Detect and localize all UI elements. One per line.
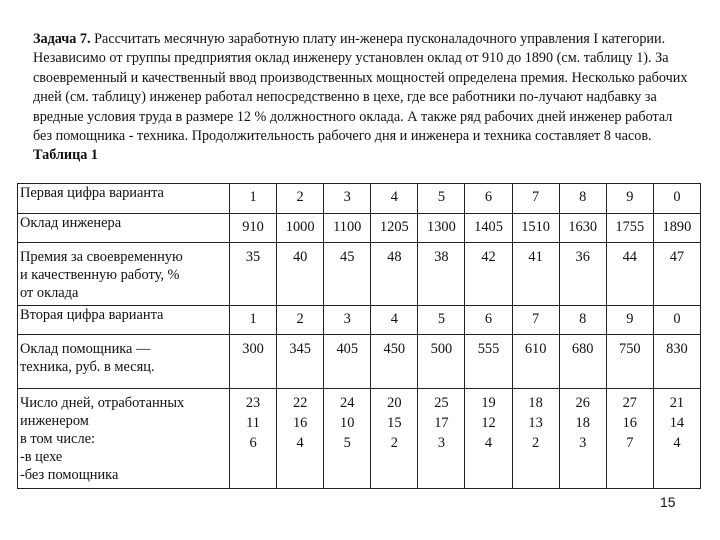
table-cell: 1000 [277,214,324,243]
task-body: Рассчитать месячную заработную плату ин-женера пусконаладочного управления I категории. Независимо от группы предприятия оклад инженеру установлен оклад от 910 до 1890 (см. таблицу 1). За своевременный и качественный ввод производственных мощностей определена премия. Несколько рабочих дней (см. таблицу) инженер работал непосредственно в цехе, где все работники по-лучают надбавку за вредные условия труда в размере 12 % должностного оклада. А также ряд рабочих дней инженер работал без помощника - техника. Продолжительность рабочего дня и инженера и техника составляет 8 часов. [33,31,688,145]
table-cell [606,389,653,489]
table-cell: 41 [512,243,559,306]
table-cell: 40 [277,243,324,306]
table-cell: 1205 [371,214,418,243]
table-cell: 8 [559,306,606,335]
days-workshop: 10 [340,415,355,431]
table-row [18,214,701,243]
days-workshop: 18 [575,415,590,431]
row-label [18,243,230,306]
days-no-assistant: 2 [532,435,540,451]
row-label: Первая цифра варианта [18,184,230,214]
days-no-assistant: 3 [437,435,446,451]
row-label [18,335,230,389]
days-total: 21 [669,395,685,411]
row-label-line: в том числе: [20,431,96,447]
row-label: Оклад инженера [18,214,230,243]
row-label-line: Премия за своевременную [20,249,183,265]
task-title: Задача 7. [33,31,91,47]
table-cell: 6 [465,184,512,214]
days-total: 26 [575,395,590,411]
row-label-line: -в цехе [20,449,63,465]
table-row [18,389,701,489]
table-cell [230,389,277,489]
table-cell: 35 [230,243,277,306]
table-cell: 8 [559,184,606,214]
table-cell: 48 [371,243,418,306]
table-cell: 44 [606,243,653,306]
table-cell: 4 [371,184,418,214]
table-cell: 830 [653,335,700,389]
table-cell [465,389,512,489]
table-row [18,306,701,335]
days-workshop: 16 [622,415,637,431]
days-workshop: 12 [481,415,496,431]
table-cell: 1630 [559,214,606,243]
days-total: 27 [622,395,637,411]
table-cell: 910 [230,214,277,243]
row-label-line: -без помощника [20,467,119,483]
days-no-assistant: 7 [626,435,634,451]
table-cell: 345 [277,335,324,389]
table-cell: 5 [418,306,465,335]
table-cell [418,389,465,489]
table-cell: 0 [653,184,700,214]
table-cell: 1 [230,306,277,335]
row-label-line: Число дней, отработанных [20,395,185,411]
table-cell: 750 [606,335,653,389]
table-cell: 45 [324,243,371,306]
table-cell: 3 [324,306,371,335]
table-cell: 1890 [653,214,700,243]
days-no-assistant: 4 [673,435,681,451]
table-cell [371,389,418,489]
table-cell: 300 [230,335,277,389]
table-cell: 1510 [512,214,559,243]
table-cell: 6 [465,306,512,335]
table-cell: 1300 [418,214,465,243]
row-label-line: Оклад помощника — [20,341,151,357]
page-number: 15 [660,494,676,510]
table-cell: 1405 [465,214,512,243]
table-cell: 680 [559,335,606,389]
table-cell [559,389,606,489]
days-no-assistant: 2 [390,435,398,451]
variants-table [17,183,701,489]
table-cell: 9 [606,184,653,214]
row-label [18,389,230,489]
days-no-assistant: 3 [579,435,587,451]
table-cell [653,389,700,489]
row-label-line: техника, руб. в месяц. [20,359,155,375]
table-cell: 4 [371,306,418,335]
days-workshop: 15 [387,415,402,431]
days-workshop: 17 [434,415,449,431]
table-cell: 1100 [324,214,371,243]
days-total: 23 [245,395,261,411]
table-cell: 555 [465,335,512,389]
row-label-line: и качественную работу, % [20,267,180,283]
table-cell [512,389,559,489]
days-workshop: 16 [292,415,308,431]
table-cell: 2 [277,184,324,214]
days-no-assistant: 5 [343,435,351,451]
table-cell: 500 [418,335,465,389]
days-total: 25 [434,395,449,411]
table-cell: 7 [512,184,559,214]
row-label: Вторая цифра варианта [18,306,230,335]
table-row [18,243,701,306]
table-cell [324,389,371,489]
days-total: 18 [528,395,543,411]
table-cell: 42 [465,243,512,306]
table-cell: 3 [324,184,371,214]
table-cell: 2 [277,306,324,335]
days-no-assistant: 4 [296,435,304,451]
table-cell: 1 [230,184,277,214]
row-label-line: от оклада [20,285,79,301]
days-no-assistant: 4 [484,435,493,451]
table-cell: 36 [559,243,606,306]
days-total: 24 [340,395,355,411]
table-cell: 610 [512,335,559,389]
table-cell: 405 [324,335,371,389]
table-row [18,184,701,214]
table-row [18,335,701,389]
table-cell: 7 [512,306,559,335]
days-workshop: 13 [528,415,543,431]
days-total: 22 [292,395,308,411]
table-reference: Таблица 1 [33,147,98,164]
row-label-line: инженером [20,413,89,429]
days-no-assistant: 6 [249,435,257,451]
task-text [33,30,691,166]
table-cell: 9 [606,306,653,335]
table-cell: 450 [371,335,418,389]
table-cell: 5 [418,184,465,214]
days-total: 19 [481,395,496,411]
table-cell: 0 [653,306,700,335]
days-workshop: 11 [246,415,260,431]
table-cell: 38 [418,243,465,306]
days-total: 20 [387,395,402,411]
days-workshop: 14 [669,415,685,431]
table-cell [277,389,324,489]
table-cell: 47 [653,243,700,306]
table-cell: 1755 [606,214,653,243]
